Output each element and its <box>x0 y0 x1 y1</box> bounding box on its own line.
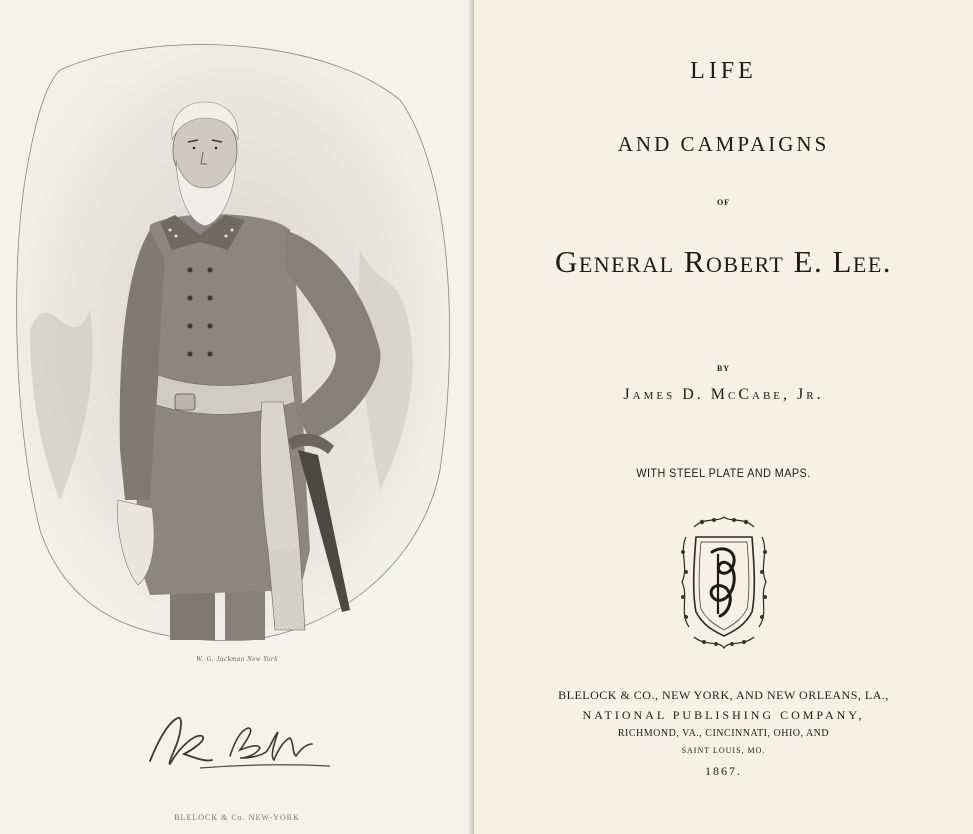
publisher-line-4: SAINT LOUIS, MO. <box>681 746 766 755</box>
title-line-of: OF <box>716 198 731 207</box>
ornamental-monogram-icon <box>674 512 774 657</box>
publisher-line-2: NATIONAL PUBLISHING COMPANY, <box>582 708 865 722</box>
signature <box>140 706 340 781</box>
frontispiece-imprint: BLELOCK & Co. NEW-YORK <box>174 813 300 822</box>
title-page <box>474 0 973 834</box>
title-line-general: General Robert E. Lee. <box>554 244 893 279</box>
title-line-campaigns: AND CAMPAIGNS <box>617 132 830 156</box>
author-name: James D. McCabe, Jr. <box>623 386 824 403</box>
portrait-engraving <box>0 30 474 650</box>
engraver-credit: W. G. Jackman New York <box>196 655 278 663</box>
portrait-illustration <box>0 30 474 650</box>
publisher-line-1: BLELOCK & CO., NEW YORK, AND NEW ORLEANS, LA., <box>558 688 889 702</box>
title-line-life: LIFE <box>690 58 757 84</box>
title-line-by: BY <box>716 364 731 373</box>
plates-note: WITH STEEL PLATE AND MAPS. <box>636 466 811 480</box>
frontispiece-page <box>0 0 474 834</box>
publisher-line-3: RICHMOND, VA., CINCINNATI, OHIO, AND <box>617 728 830 739</box>
publication-year: 1867. <box>705 764 742 778</box>
